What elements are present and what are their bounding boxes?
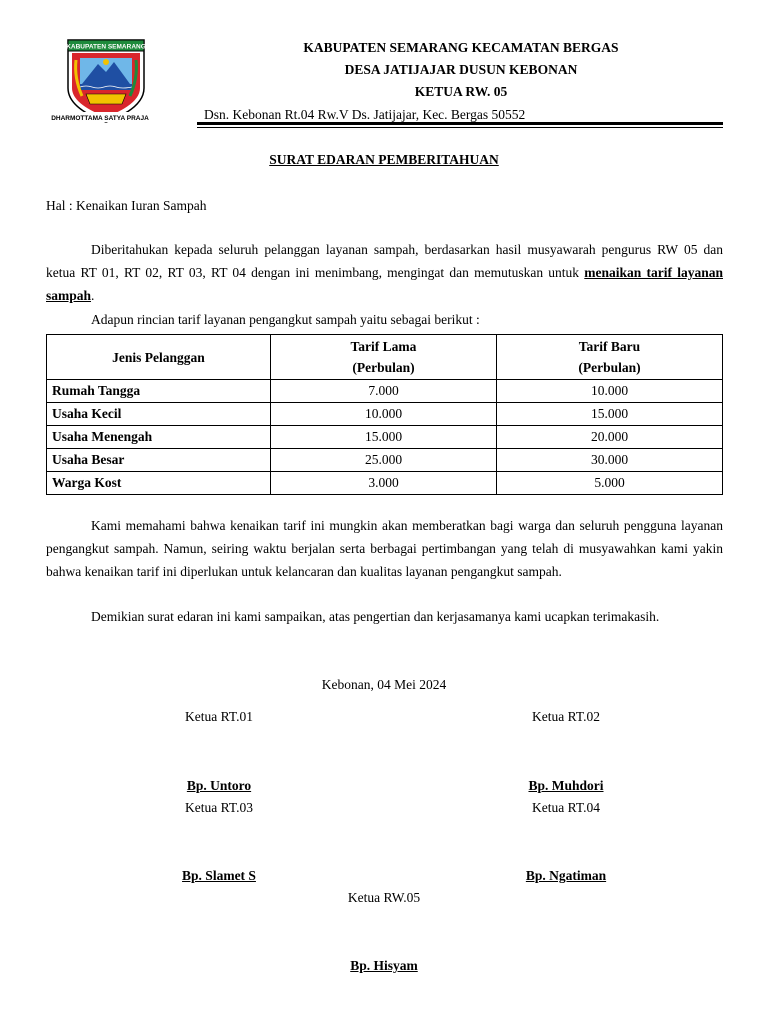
paragraph-announcement-text: Diberitahukan kepada seluruh pelanggan layanan sampah, berdasarkan hasil musyawarah pengurus RW 05 dan ketua RT 01, RT 02, RT 03, RT 04 dengan ini menimbang, mengingat dan memutuskan untuk [46, 242, 723, 280]
letterhead-village: DESA JATIJAJAR DUSUN KEBONAN [344, 62, 578, 77]
cell-new-tariff: 15.000 [497, 403, 723, 426]
cell-old-tariff: 10.000 [271, 403, 497, 426]
cell-customer-type: Rumah Tangga [47, 380, 271, 403]
cell-old-tariff: 7.000 [271, 380, 497, 403]
header-old-tariff-line1: Tarif Lama [350, 339, 417, 354]
paragraph-table-intro-text: Adapun rincian tarif layanan pengangkut sampah yaitu sebagai berikut : [91, 312, 480, 327]
table-row [47, 380, 723, 403]
letterhead-regency: KABUPATEN SEMARANG KECAMATAN BERGAS [303, 40, 619, 55]
cell-old-tariff: 3.000 [271, 472, 497, 495]
signature-rt03-role: Ketua RT.03 [185, 800, 253, 815]
paragraph-justification [46, 514, 723, 583]
paragraph-announcement-emphasis: menaikan tarif layanan sampah [46, 265, 723, 303]
letterhead-divider-thin [197, 127, 723, 128]
letterhead-address: Dsn. Kebonan Rt.04 Rw.V Ds. Jatijajar, Kec. Bergas 50552 [204, 107, 526, 122]
cell-customer-type: Usaha Kecil [47, 403, 271, 426]
tariff-table-header [47, 335, 723, 380]
letterhead-office: KETUA RW. 05 [414, 84, 508, 99]
table-row [47, 472, 723, 495]
cell-customer-type: Usaha Besar [47, 449, 271, 472]
place-date: Kebonan, 04 Mei 2024 [321, 677, 447, 692]
cell-customer-type: Warga Kost [47, 472, 271, 495]
cell-old-tariff: 15.000 [271, 426, 497, 449]
paragraph-announcement [46, 238, 723, 307]
header-old-tariff-line2: (Perbulan) [352, 360, 415, 375]
cell-new-tariff: 30.000 [497, 449, 723, 472]
cell-customer-type: Usaha Menengah [47, 426, 271, 449]
header-new-tariff [497, 335, 723, 380]
letter-title: SURAT EDARAN PEMBERITAHUAN [269, 152, 499, 167]
table-row [47, 426, 723, 449]
tariff-table [46, 334, 723, 495]
signature-rw05-name: Bp. Hisyam [350, 958, 418, 973]
signature-rt03-name: Bp. Slamet S [182, 868, 256, 883]
signature-rt02-role: Ketua RT.02 [532, 709, 600, 724]
paragraph-table-intro [46, 308, 723, 331]
cell-new-tariff: 10.000 [497, 380, 723, 403]
svg-text:DHARMOTTAMA SATYA PRAJA: DHARMOTTAMA SATYA PRAJA [51, 115, 149, 122]
letterhead-divider-thick [197, 122, 723, 125]
paragraph-announcement-end: . [91, 288, 95, 303]
signature-rt04-name: Bp. Ngatiman [525, 868, 607, 883]
table-row [47, 449, 723, 472]
cell-new-tariff: 5.000 [497, 472, 723, 495]
letter-subject: Hal : Kenaikan Iuran Sampah [46, 198, 207, 213]
cell-old-tariff: 25.000 [271, 449, 497, 472]
signature-rt04-role: Ketua RT.04 [532, 800, 600, 815]
header-new-tariff-line1: Tarif Baru [578, 339, 641, 354]
header-customer-type: Jenis Pelanggan [47, 335, 271, 380]
paragraph-justification-text: Kami memahami bahwa kenaikan tarif ini mungkin akan memberatkan bagi warga dan seluruh pengguna layanan pengangkut sampah. Namun, seiring waktu berjalan serta berbagai pertimbangan yang telah di musyawahkan kami yakin bahwa kenaikan tarif ini diperlukan untuk kelancaran dan kualitas layanan pengangkut sampah. [46, 518, 723, 579]
header-new-tariff-line2: (Perbulan) [578, 360, 641, 375]
header-old-tariff [271, 335, 497, 380]
table-row [47, 403, 723, 426]
paragraph-closing [46, 605, 723, 628]
signature-rt02-name: Bp. Muhdori [528, 778, 604, 793]
regency-emblem-logo [46, 38, 196, 124]
signature-rt01-role: Ketua RT.01 [185, 709, 253, 724]
cell-new-tariff: 20.000 [497, 426, 723, 449]
signature-rw05-role: Ketua RW.05 [347, 890, 421, 905]
signature-rt01-name: Bp. Untoro [186, 778, 252, 793]
svg-text:KABUPATEN SEMARANG: KABUPATEN SEMARANG [66, 43, 146, 51]
paragraph-closing-text: Demikian surat edaran ini kami sampaikan, atas pengertian dan kerjasamanya kami ucapkan terimakasih. [91, 609, 660, 624]
regency-shield-icon [46, 38, 196, 124]
